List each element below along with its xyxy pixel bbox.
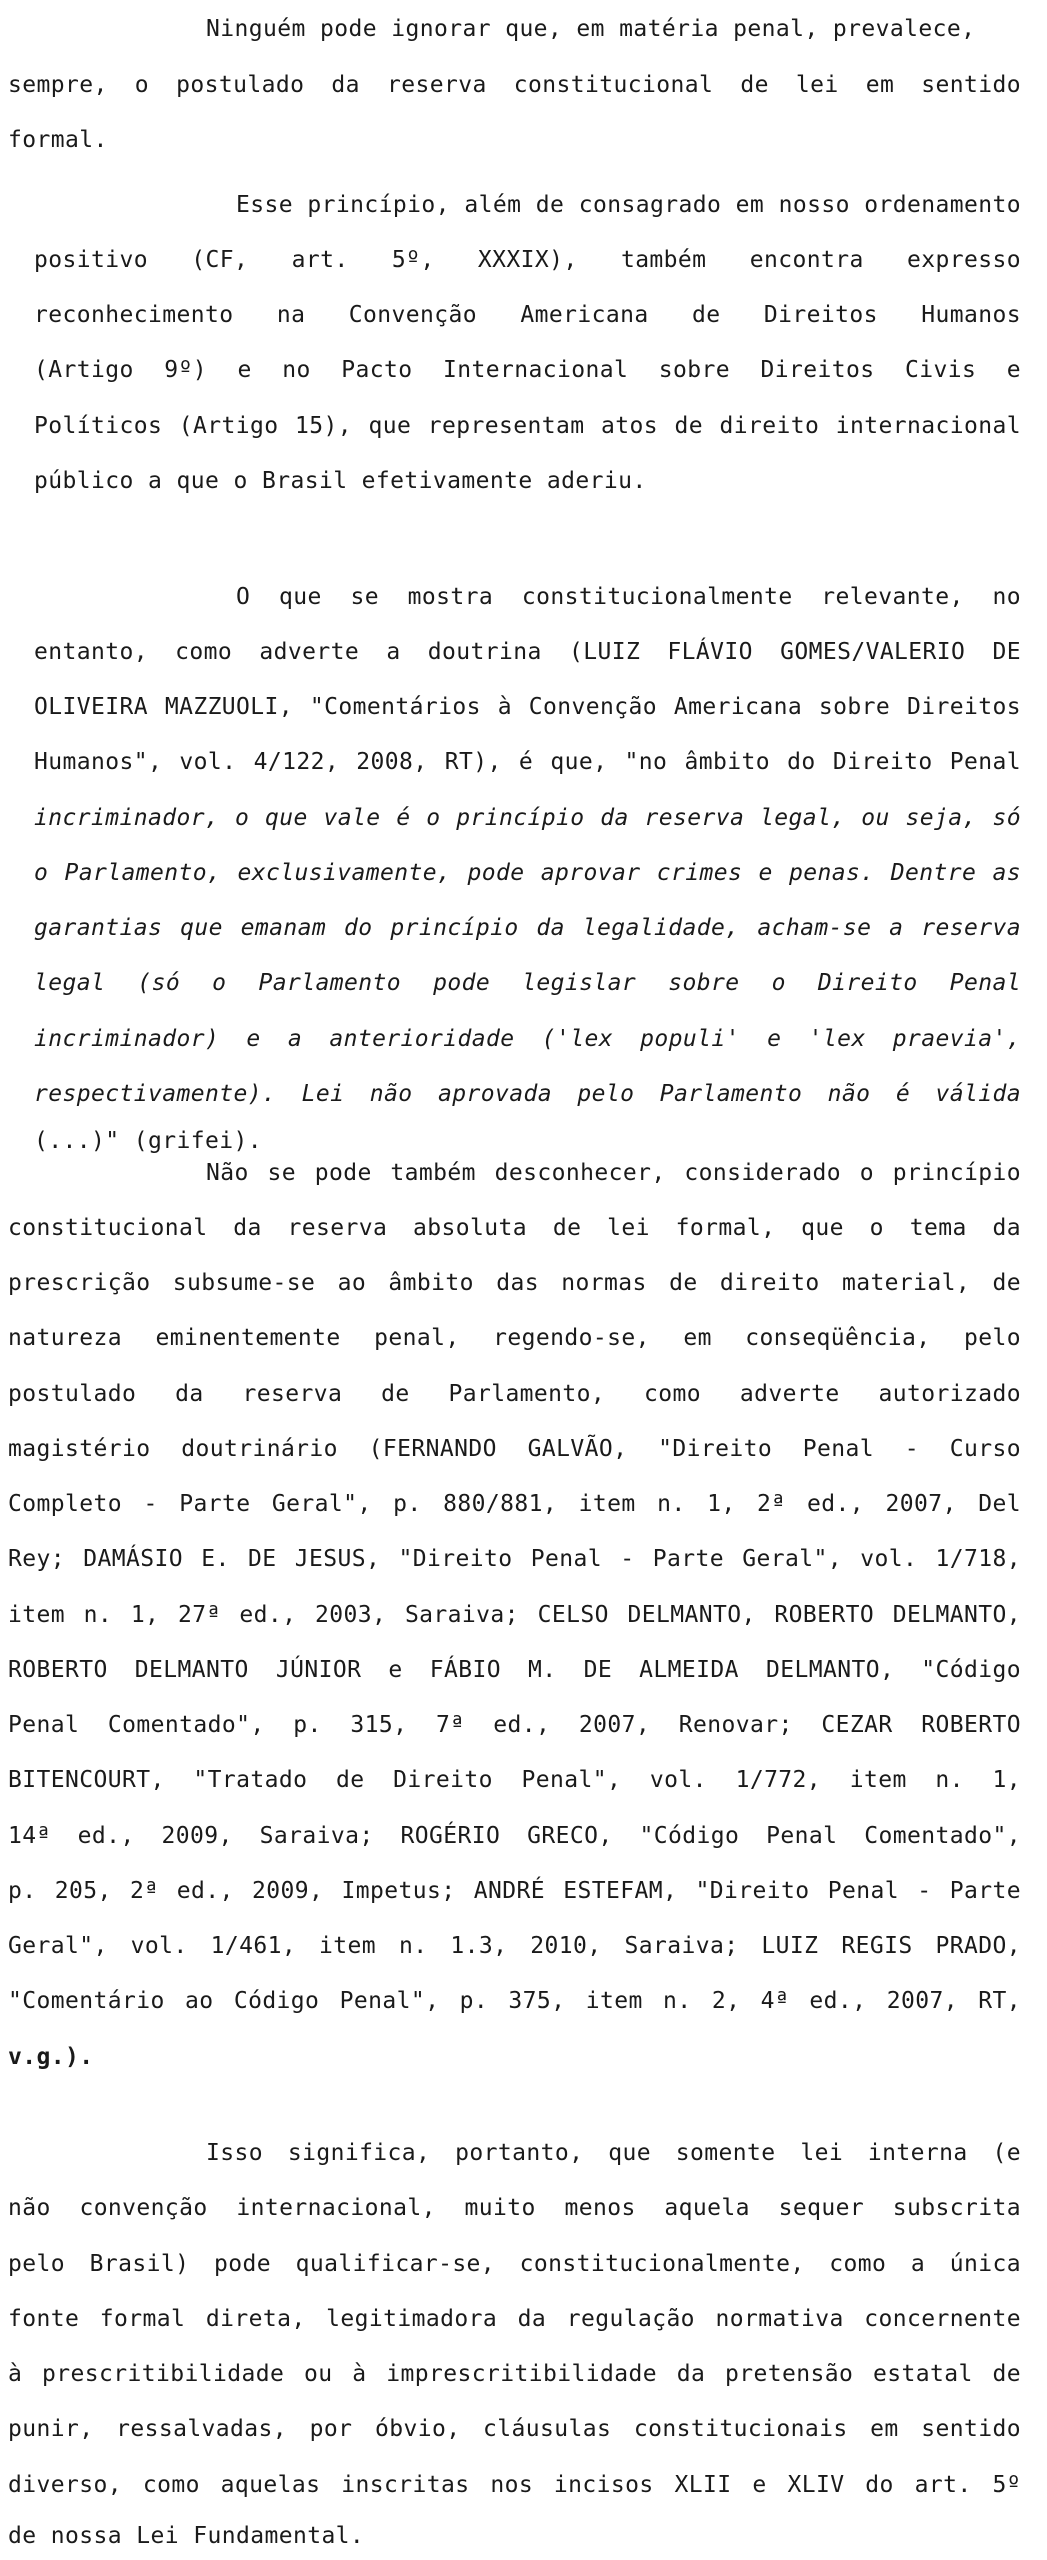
text-line: (...)" (grifei).: [34, 1128, 262, 1154]
text-line: incriminador, o que vale é o princípio da reserva legal, ou seja, só: [34, 805, 1021, 831]
text-line: à prescritibilidade ou à imprescritibilidade da pretensão estatal de: [8, 2361, 1021, 2387]
text-line: postulado da reserva de Parlamento, como adverte autorizado: [8, 1381, 1021, 1407]
text-line: ROBERTO DELMANTO JÚNIOR e FÁBIO M. DE ALMEIDA DELMANTO, "Código: [8, 1657, 1021, 1683]
text-line: (Artigo 9º) e no Pacto Internacional sobre Direitos Civis e: [34, 357, 1021, 383]
text-line: BITENCOURT, "Tratado de Direito Penal", vol. 1/772, item n. 1,: [8, 1767, 1021, 1793]
text-line: diverso, como aquelas inscritas nos incisos XLII e XLIV do art. 5º: [8, 2472, 1021, 2498]
text-line: incriminador) e a anterioridade ('lex populi' e 'lex praevia',: [34, 1026, 1021, 1052]
text-line: garantias que emanam do princípio da legalidade, acham-se a reserva: [34, 915, 1021, 941]
text-line: público a que o Brasil efetivamente aderiu.: [34, 468, 647, 494]
text-line: p. 205, 2ª ed., 2009, Impetus; ANDRÉ ESTEFAM, "Direito Penal - Parte: [8, 1878, 1021, 1904]
text-line: item n. 1, 27ª ed., 2003, Saraiva; CELSO DELMANTO, ROBERTO DELMANTO,: [8, 1602, 1021, 1628]
text-line: prescrição subsume-se ao âmbito das normas de direito material, de: [8, 1270, 1021, 1296]
text-line: Penal Comentado", p. 315, 7ª ed., 2007, Renovar; CEZAR ROBERTO: [8, 1712, 1021, 1738]
text-line: legal (só o Parlamento pode legislar sobre o Direito Penal: [34, 970, 1021, 996]
text-line: entanto, como adverte a doutrina (LUIZ FLÁVIO GOMES/VALERIO DE: [34, 639, 1021, 665]
text-line: o Parlamento, exclusivamente, pode aprovar crimes e penas. Dentre as: [34, 860, 1021, 886]
text-line: OLIVEIRA MAZZUOLI, "Comentários à Convenção Americana sobre Direitos: [34, 694, 1021, 720]
text-line: respectivamente). Lei não aprovada pelo Parlamento não é válida: [34, 1081, 1021, 1107]
text-line: Humanos", vol. 4/122, 2008, RT), é que, "no âmbito do Direito Penal: [34, 749, 1021, 775]
text-line: não convenção internacional, muito menos aquela sequer subscrita: [8, 2195, 1021, 2221]
text-line: de nossa Lei Fundamental.: [8, 2523, 365, 2549]
text-line: Isso significa, portanto, que somente lei interna (e: [206, 2140, 1021, 2166]
text-line: punir, ressalvadas, por óbvio, cláusulas constitucionais em sentido: [8, 2416, 1021, 2442]
text-line: magistério doutrinário (FERNANDO GALVÃO, "Direito Penal - Curso: [8, 1436, 1021, 1462]
text-line: sempre, o postulado da reserva constitucional de lei em sentido: [8, 72, 1021, 98]
text-line: positivo (CF, art. 5º, XXXIX), também encontra expresso: [34, 247, 1021, 273]
text-line: Completo - Parte Geral", p. 880/881, item n. 1, 2ª ed., 2007, Del: [8, 1491, 1021, 1517]
text-line: fonte formal direta, legitimadora da regulação normativa concernente: [8, 2306, 1021, 2332]
text-line: Políticos (Artigo 15), que representam atos de direito internacional: [34, 413, 1021, 439]
text-line: "Comentário ao Código Penal", p. 375, item n. 2, 4ª ed., 2007, RT,: [8, 1988, 1021, 2014]
text-line: 14ª ed., 2009, Saraiva; ROGÉRIO GRECO, "Código Penal Comentado",: [8, 1823, 1021, 1849]
text-line: Não se pode também desconhecer, considerado o princípio: [206, 1160, 1021, 1186]
text-line: O que se mostra constitucionalmente relevante, no: [236, 584, 1021, 610]
text-line: Ninguém pode ignorar que, em matéria penal, prevalece,: [206, 16, 976, 42]
text-line: constitucional da reserva absoluta de lei formal, que o tema da: [8, 1215, 1021, 1241]
text-line: v.g.).: [8, 2044, 94, 2070]
text-line: reconhecimento na Convenção Americana de Direitos Humanos: [34, 302, 1021, 328]
text-line: Rey; DAMÁSIO E. DE JESUS, "Direito Penal - Parte Geral", vol. 1/718,: [8, 1546, 1021, 1572]
text-line: natureza eminentemente penal, regendo-se, em conseqüência, pelo: [8, 1325, 1021, 1351]
text-line: Geral", vol. 1/461, item n. 1.3, 2010, Saraiva; LUIZ REGIS PRADO,: [8, 1933, 1021, 1959]
text-line: formal.: [8, 127, 108, 153]
text-line: Esse princípio, além de consagrado em nosso ordenamento: [236, 192, 1021, 218]
text-line: pelo Brasil) pode qualificar-se, constitucionalmente, como a única: [8, 2251, 1021, 2277]
